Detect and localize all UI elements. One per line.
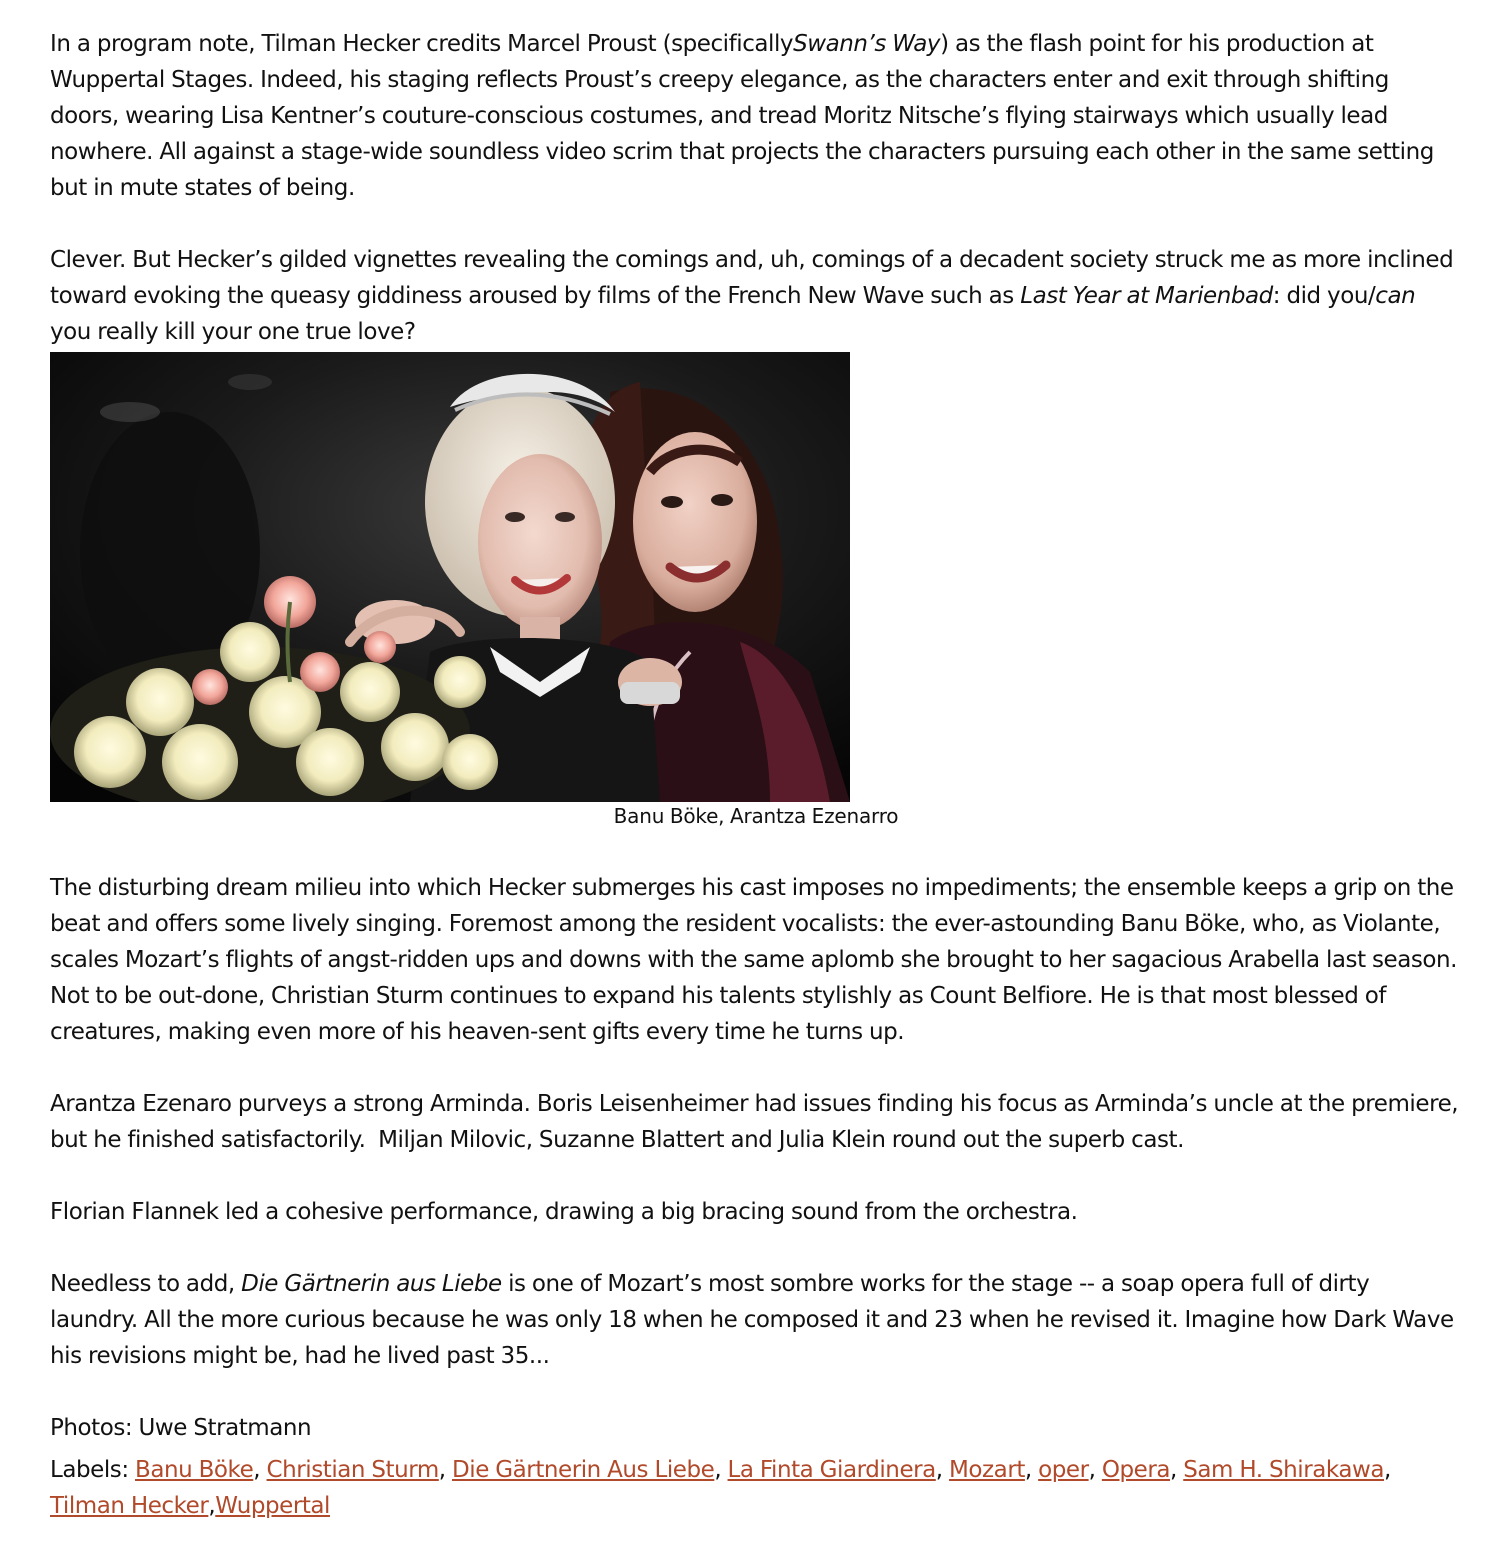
labels-line: Labels: Banu Böke, Christian Sturm, Die Gärtnerin Aus Liebe, La Finta Giardinera, Mozart, oper, Opera, Sam H. Shirakawa, Tilman Hecker,Wuppertal	[50, 1457, 1391, 1519]
paragraph-2: Clever. But Hecker’s gilded vignettes revealing the comings and, uh, comings of a decadent society struck me as more inclined toward evoking the queasy giddiness aroused by films of the French New Wave such as Last Year at Marienbad: did you/can you really kill your one true love?	[50, 247, 1454, 345]
paragraph-4: Arantza Ezenaro purveys a strong Arminda. Boris Leisenheimer had issues finding his focus as Arminda’s uncle at the premiere, but he finished satisfactorily. Miljan Milovic, Suzanne Blattert and Julia Klein round out the superb cast.	[50, 1091, 1459, 1153]
production-photo-image	[50, 352, 850, 802]
label-link-oper[interactable]: oper	[1038, 1457, 1089, 1483]
label-link-wuppertal[interactable]: Wuppertal	[215, 1493, 330, 1519]
label-link-christian-sturm[interactable]: Christian Sturm	[266, 1457, 439, 1483]
paragraph-6: Needless to add, Die Gärtnerin aus Liebe is one of Mozart’s most sombre works for the stage -- a soap opera full of dirty laundry. All the more curious because he was only 18 when he composed it and 23 when he revised it. Imagine how Dark Wave his revisions might be, had he lived past 35...	[50, 1271, 1454, 1369]
label-link-tilman-hecker[interactable]: Tilman Hecker	[50, 1493, 209, 1519]
photo-credits: Photos: Uwe Stratmann	[50, 1415, 312, 1441]
article-body	[50, 26, 1462, 1524]
production-photo	[50, 352, 850, 802]
label-link-sam-h-shirakawa[interactable]: Sam H. Shirakawa	[1183, 1457, 1384, 1483]
paragraph-1: In a program note, Tilman Hecker credits Marcel Proust (specificallySwann’s Way) as the flash point for his production at Wuppertal Stages. Indeed, his staging reflects Proust’s creepy elegance, as the characters enter and exit through shifting doors, wearing Lisa Kentner’s couture-conscious costumes, and tread Moritz Nitsche’s flying stairways which usually lead nowhere. All against a stage-wide soundless video scrim that projects the characters pursuing each other in the same setting but in mute states of being.	[50, 31, 1434, 201]
paragraph-5: Florian Flannek led a cohesive performance, drawing a big bracing sound from the orchestra.	[50, 1199, 1078, 1225]
photo-caption: Banu Böke, Arantza Ezenarro	[613, 804, 899, 828]
label-link-mozart[interactable]: Mozart	[949, 1457, 1025, 1483]
labels-prefix: Labels:	[50, 1457, 135, 1483]
label-link-la-finta-giardinera[interactable]: La Finta Giardinera	[727, 1457, 936, 1483]
label-link-opera[interactable]: Opera	[1101, 1457, 1170, 1483]
paragraph-3: The disturbing dream milieu into which Hecker submerges his cast imposes no impediments; the ensemble keeps a grip on the beat and offers some lively singing. Foremost among the resident vocalists: the ever-astounding Banu Böke, who, as Violante, scales Mozart’s flights of angst-ridden ups and downs with the same aplomb she brought to her sagacious Arabella last season. Not to be out-done, Christian Sturm continues to expand his talents stylishly as Count Belfiore. He is that most blessed of creatures, making even more of his heaven-sent gifts every time he turns up.	[50, 875, 1458, 1045]
label-link-banu-boke[interactable]: Banu Böke	[135, 1457, 254, 1483]
label-link-die-gartnerin-aus-liebe[interactable]: Die Gärtnerin Aus Liebe	[452, 1457, 715, 1483]
